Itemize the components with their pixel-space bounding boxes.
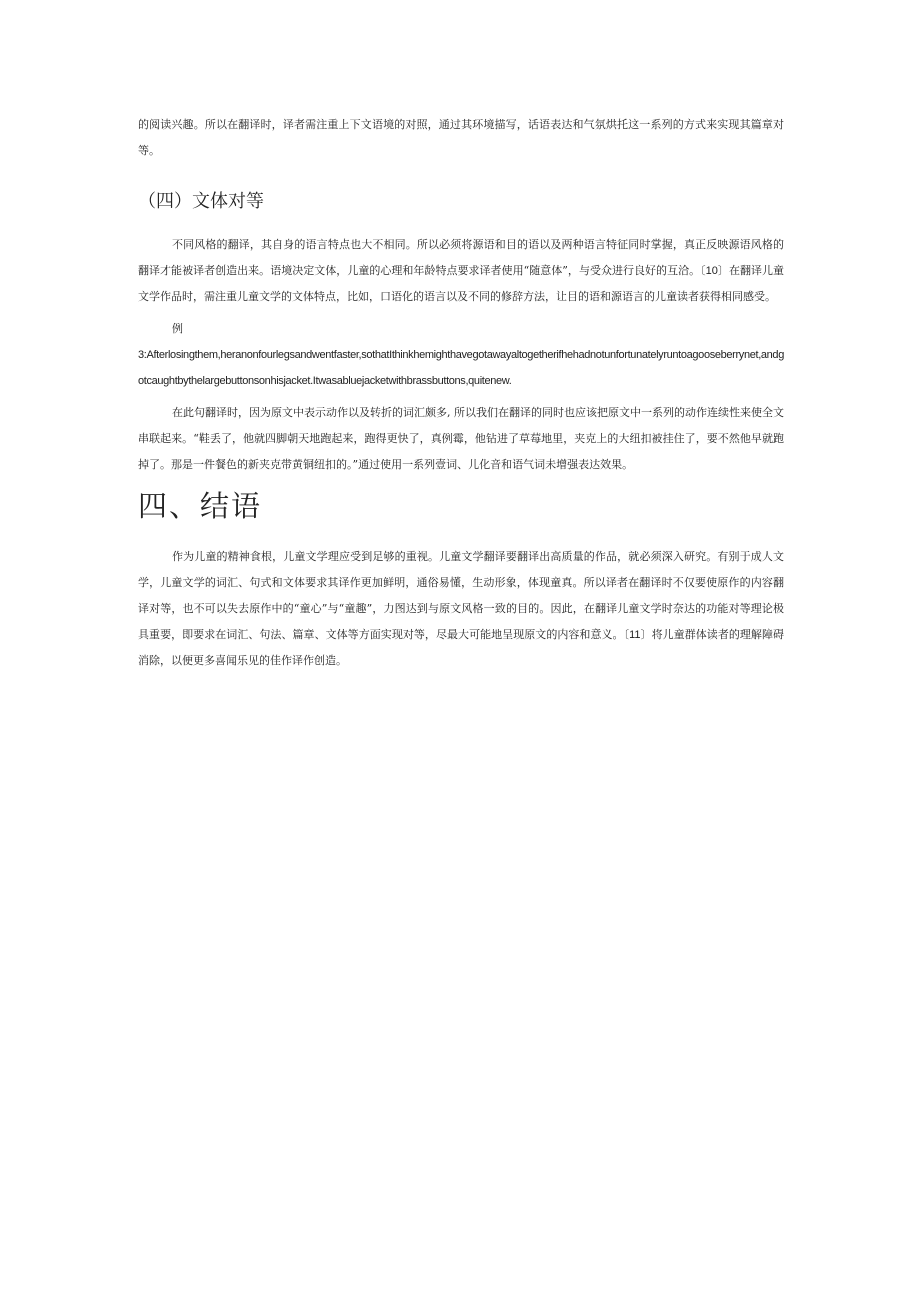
paragraph-discourse-equivalence-end (138, 112, 784, 164)
document-body (138, 112, 784, 674)
paragraph-example-analysis: 在此句翻译时，因为原文中表示动作以及转折的词汇颇多, 所以我们在翻译的同时也应该把原文中一系列的动作连续性来使全文串联起来。“鞋丢了，他就四脚朝天地跑起来，跑得更快了，真例霉，他钻进了草莓地里，夹克上的大纽扣被挂住了，要不然他早就跑掉了。那是一件餐色的新夹克带黄铜纽扣的。”通过使用一系列壹词、儿化音和语气词未增强表达效果。 (138, 406, 784, 471)
paragraph-style-equivalence (138, 232, 784, 310)
section-heading-style-equivalence: （四）文体对等 (138, 191, 264, 212)
paragraph-text: 〕将儿童群体读者的理解障碍消除，以便更多喜闻乐见的佳作译作创造。 (138, 628, 784, 667)
example-label: 例 (172, 322, 183, 335)
section-heading-conclusion: 四、结语 (138, 489, 263, 523)
citation-reference: 10 (705, 265, 718, 277)
citation-reference: 11 (629, 629, 641, 641)
paragraph-conclusion (138, 544, 784, 674)
example-sentence: 3:Afterlosingthem,heranonfourlegsandwentfaster,sothatIthinkhemighthavegotawayaltogetherifhehadnotunfortunatelyruntoagooseberrynet,andgotcaughtbythelargebuttonsonhisjacket.Itwasabluejacketwithbrassbuttons,quitenew. (138, 349, 784, 387)
paragraph-text: 不同风格的翻译，其自身的语言特点也大不相同。所以必须将源语和目的语以及两种语言特征同时掌握，真正反映源语风格的翻译才能被译者创造出来。语境决定文体，儿童的心理和年龄特点要求译者使用“随意体”，与受众进行良好的互洽。〔 (138, 238, 784, 277)
paragraph-text: 的阅读兴趣。所以在翻译时，译者需注重上下文语境的对照，通过其环境描写，话语表达和气氛烘托这一系列的方式来实现其篇章对等。 (138, 118, 784, 157)
paragraph-text: 作为儿童的精神食根，儿童文学理应受到足够的重视。儿童文学翻译要翻译出高质量的作品，就必须深入研究。有别于成人文学，儿童文学的词汇、句式和文体要求其译作更加鲜明，通俗易懂，生动形象，体现童真。所以译者在翻译时不仅要使原作的内容翻译对等，也不可以失去原作中的“童心”与“童趣”，力图达到与原文风格一致的目的。因此，在翻译儿童文学时奈达的功能对等理论极具重要，即要求在词汇、句法、篇章、文体等方面实现对等，尽最大可能地呈现原文的内容和意义。〔 (138, 550, 784, 641)
paragraph-text: 〕在翻译儿童文学作品时，需注重儿童文学的文体特点，比如，口语化的语言以及不同的修辞方法，让目的语和源语言的儿童读者获得相同感受。 (138, 264, 785, 303)
